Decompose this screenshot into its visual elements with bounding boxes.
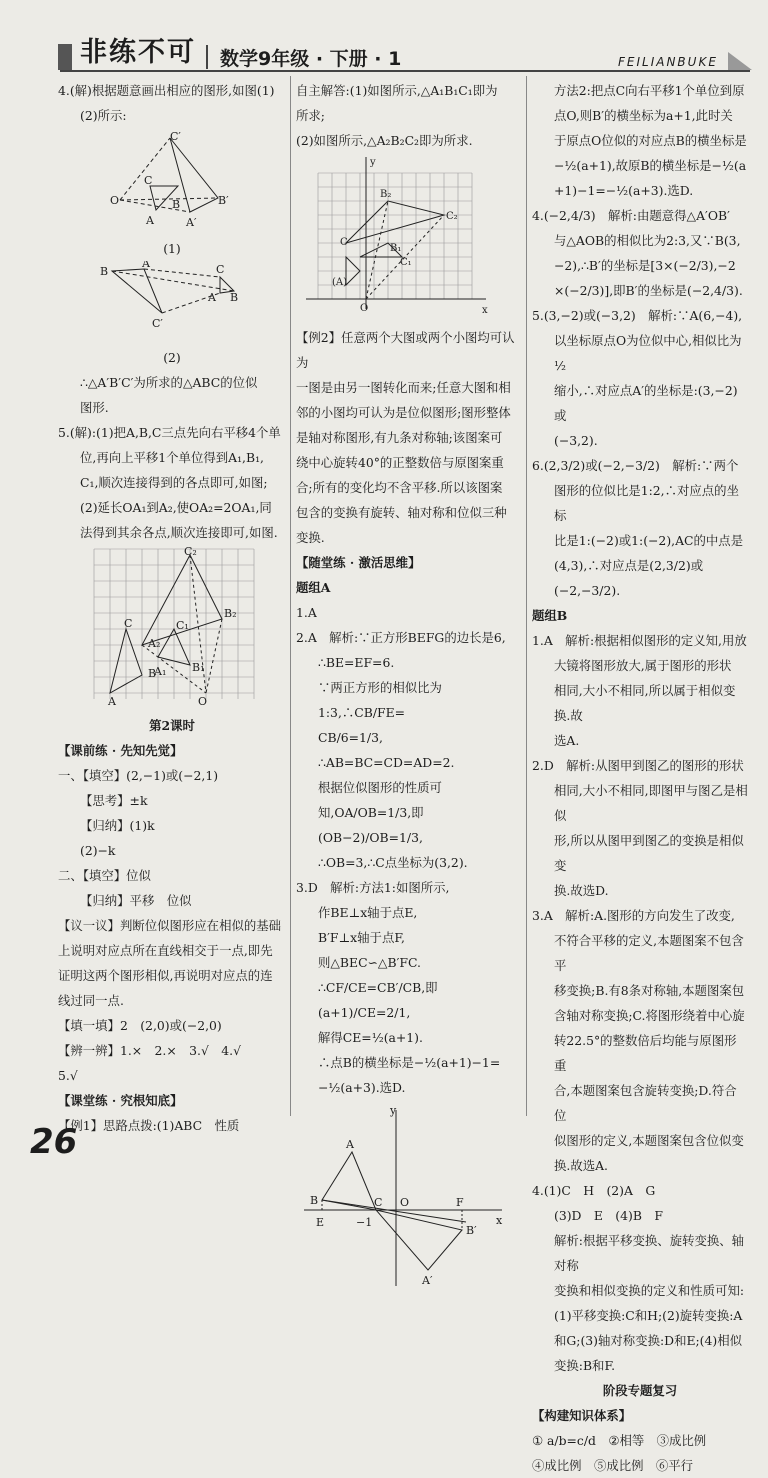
svg-text:O: O [400, 1196, 410, 1209]
answer-line: 换.故选D. [554, 883, 609, 898]
answer-line: 图形的位似比是1:2,∴对应点的坐标 [554, 483, 739, 523]
answer-line: −½(a+3).选D. [318, 1080, 406, 1095]
answer-line: 二、【填空】位似 [58, 868, 151, 883]
figure-2 [58, 261, 286, 337]
subject-title: 数学9年级 · 下册 · 1 [220, 48, 402, 70]
section-title: 第2课时 [149, 718, 195, 733]
middle-column [296, 78, 522, 1298]
answer-line: 邻的小图均可认为是位似图形;图形整体 [296, 405, 511, 420]
figure-1 [58, 128, 286, 228]
section-title: 阶段专题复习 [602, 1383, 678, 1398]
answer-line: 证明这两个图形相似,再说明对应点的连 [58, 968, 273, 983]
svg-text:O: O [110, 194, 120, 207]
page-header [0, 0, 768, 78]
svg-text:C: C [216, 263, 225, 276]
answer-line: (1)平移变换:C和H;(2)旋转变换:A [554, 1308, 743, 1323]
answer-line: 位,再向上平移1个单位得到A₁,B₁, [80, 450, 264, 465]
answer-line: 变换:B和F. [554, 1358, 616, 1373]
answer-line: 5.√ [58, 1068, 78, 1083]
header-rule [60, 70, 750, 72]
svg-text:x: x [496, 1214, 503, 1227]
brand-pinyin: FEILIANBUKE [618, 55, 718, 69]
answer-line: ×(−2/3)],即B′的坐标是(−2,4/3). [554, 283, 743, 298]
answer-line: 图形. [80, 400, 109, 415]
svg-text:x: x [482, 305, 488, 316]
answer-line: 转22.5°的整数倍后均能与原图形重 [554, 1033, 737, 1073]
svg-text:F: F [456, 1196, 464, 1209]
answer-line: 合;所有的变化均不含平移.所以该图案 [296, 480, 503, 495]
svg-text:B: B [100, 265, 109, 278]
answer-line: 2.A 解析:∵正方形BEFG的边长是6, [296, 630, 506, 645]
svg-text:A′: A′ [422, 1274, 433, 1287]
answer-line: −2),∴B′的坐标是[3×(−2/3),−2 [554, 258, 736, 273]
answer-line: 解得CE=½(a+1). [318, 1030, 423, 1045]
answer-line: (2)所示: [80, 108, 127, 123]
brand-title: 非练不可 [80, 37, 196, 68]
answer-line: (−3,2). [554, 433, 598, 448]
answer-line: C₁,顺次连接得到的各点即可,如图; [80, 475, 268, 490]
answer-line: 含轴对称变换;C.将图形绕着中心旋 [554, 1008, 745, 1023]
svg-text:C: C [340, 237, 348, 248]
svg-text:A: A [346, 1138, 354, 1151]
answer-line: 2.D 解析:从图甲到图乙的图形的形状 [532, 758, 744, 773]
answer-line: 绕中心旋转40°的正整数倍与原图案重 [296, 455, 504, 470]
answer-line: 形,所以从图甲到图乙的变换是相似变 [554, 833, 744, 873]
answer-line: (2)如图所示,△A₂B₂C₂即为所求. [296, 133, 473, 148]
svg-text:C: C [144, 174, 153, 187]
answer-line: (4,3),∴对应点是(2,3/2)或(−2,−3/2). [554, 558, 704, 598]
triangle-a-prime [112, 269, 162, 313]
answer-line: 大镜将图形放大,属于图形的形状 [554, 658, 732, 673]
answer-line: ④成比例 ⑤成比例 ⑥平行 [532, 1458, 694, 1473]
answer-line: 选A. [554, 733, 580, 748]
answer-line: 【填一填】2 (2,0)或(−2,0) [58, 1018, 222, 1033]
answer-line: 【思考】±k [80, 793, 148, 808]
answer-line: ① a/b=c/d ②相等 ③成比例 [532, 1433, 707, 1448]
answer-line: 3.D 解析:方法1:如图所示, [296, 880, 450, 895]
svg-text:B: B [230, 291, 239, 304]
answer-line: (OB−2)/OB=1/3, [318, 830, 423, 845]
page-number: 26 [30, 1122, 78, 1162]
answer-line: 相同,大小不相同,即图甲与图乙是相似 [554, 783, 748, 823]
answer-line: 则△BEC∽△B′FC. [318, 955, 421, 970]
svg-text:A: A [208, 291, 216, 304]
answer-line: ∴BE=EF=6. [318, 655, 395, 670]
answer-line: ∴点B的横坐标是−½(a+1)−1= [318, 1055, 501, 1070]
answer-line: CB/6=1/3, [318, 730, 383, 745]
answer-line: 于原点O位似的对应点B的横坐标是 [554, 133, 747, 148]
answer-line: 【归纳】平移 位似 [80, 893, 192, 908]
answer-line: ∴CF/CE=CB′/CB,即(a+1)/CE=2/1, [318, 980, 438, 1020]
svg-text:C₂: C₂ [446, 211, 458, 222]
svg-text:B′: B′ [466, 1224, 477, 1237]
svg-text:B₂: B₂ [380, 189, 392, 200]
coordinate-figure [296, 1100, 522, 1290]
answer-line: 和G;(3)轴对称变换:D和E;(4)相似 [554, 1333, 743, 1348]
answer-line: 移变换;B.有8条对称轴,本题图案包 [554, 983, 745, 998]
svg-text:B₁: B₁ [192, 661, 205, 674]
svg-text:A′: A′ [186, 216, 197, 228]
answer-line: 法得到其余各点,顺次连接即可,如图. [80, 525, 278, 540]
svg-text:C′: C′ [170, 130, 181, 143]
answer-line: 包含的变换有旋转、轴对称和位似三种 [296, 505, 507, 520]
answer-line: 比是1:(−2)或1:(−2),AC的中点是 [554, 533, 744, 548]
answer-line: 变换和相似变换的定义和性质可知: [554, 1283, 745, 1298]
svg-text:B: B [148, 667, 157, 680]
answer-line: ∴OB=3,∴C点坐标为(3,2). [318, 855, 468, 870]
answer-line: (2)−k [80, 843, 116, 858]
answer-line: 5.(解):(1)把A,B,C三点先向右平移4个单 [58, 425, 281, 440]
section-heading: 【课前练 · 先知先觉】 [58, 743, 183, 758]
svg-text:A: A [146, 214, 154, 227]
left-column [58, 78, 286, 1138]
answer-line: 5.(3,−2)或(−3,2) 解析:∵A(6,−4), [532, 308, 743, 323]
answer-line: 作BE⊥x轴于点E, [318, 905, 418, 920]
answer-line: 上说明对应点所在直线相交于一点,即先 [58, 943, 273, 958]
answer-line: 自主解答:(1)如图所示,△A₁B₁C₁即为 [296, 83, 498, 98]
answer-line: 与△AOB的相似比为2:3,又∵B(3, [554, 233, 741, 248]
answer-line: 【辨一辨】1.× 2.× 3.√ 4.√ [58, 1043, 241, 1058]
svg-text:y: y [390, 1104, 397, 1117]
group-heading: 题组B [532, 608, 568, 623]
triangle-a2b2c2-m [346, 201, 444, 243]
corner-triangle-icon [728, 52, 752, 70]
svg-text:C: C [124, 617, 133, 630]
brand-bar [58, 44, 72, 70]
answer-line: ∴AB=BC=CD=AD=2. [318, 755, 455, 770]
answer-line: 【例1】思路点拨:(1)ABC 性质 [58, 1118, 240, 1133]
group-heading: 题组A [296, 580, 331, 595]
section-heading: 【课堂练 · 究根知底】 [58, 1093, 183, 1108]
figure-caption: (1) [163, 241, 181, 256]
answer-line: 变换. [296, 530, 325, 545]
answer-line: 4.(−2,4/3) 解析:由题意得△A′OB′ [532, 208, 730, 223]
answer-line: 似图形的定义,本题图案包含位似变 [554, 1133, 744, 1148]
svg-text:C′: C′ [152, 317, 163, 330]
answer-line: ∴△A′B′C′为所求的△ABC的位似 [80, 375, 258, 390]
answer-line: 所求; [296, 108, 325, 123]
section-heading: 【随堂练 · 激活思维】 [296, 555, 421, 570]
answer-line: 线过同一点. [58, 993, 124, 1008]
answer-line: 不符合平移的定义,本题图案不包含平 [554, 933, 744, 973]
svg-text:O: O [360, 303, 369, 314]
answer-line: 6.(2,3/2)或(−2,−3/2) 解析:∵两个 [532, 458, 739, 473]
answer-line: 是轴对称图形,有九条对称轴;该图案可 [296, 430, 503, 445]
section-heading: 【构建知识体系】 [532, 1408, 632, 1423]
answer-line: 1.A [296, 605, 317, 620]
answer-line: 方法2:把点C向右平移1个单位到原 [554, 83, 745, 98]
answer-line: 合,本题图案包含旋转变换;D.符合位 [554, 1083, 737, 1123]
answer-line: −½(a+1),故原B的横坐标是−½(a [554, 158, 747, 173]
answer-line: B′F⊥x轴于点F, [318, 930, 405, 945]
answer-line: 解析:根据平移变换、旋转变换、轴对称 [554, 1233, 745, 1273]
answer-line: ∵两正方形的相似比为1:3,∴CB/FE= [318, 680, 442, 720]
svg-text:C₂: C₂ [184, 545, 197, 558]
answer-line: 4.(解)根据题意画出相应的图形,如图(1) [58, 83, 275, 98]
answer-line: 4.(1)C H (2)A G [532, 1183, 656, 1198]
svg-text:B₁: B₁ [390, 243, 402, 254]
answer-line: 根据位似图形的性质可知,OA/OB=1/3,即 [318, 780, 442, 820]
svg-text:B: B [172, 198, 181, 211]
answer-line: 相同,大小不相同,所以属于相似变换.故 [554, 683, 736, 723]
answer-line: (2)延长OA₁到A₂,使OA₂=2OA₁,同 [80, 500, 272, 515]
svg-text:−1: −1 [356, 1216, 373, 1229]
answer-line: 缩小,∴对应点A′的坐标是:(3,−2)或 [554, 383, 738, 423]
answer-line: 【议一议】判断位似图形应在相似的基础 [58, 918, 282, 933]
answer-line: 一图是由另一图转化而来;任意大图和相 [296, 380, 511, 395]
svg-text:B: B [310, 1194, 319, 1207]
svg-text:B₂: B₂ [224, 607, 237, 620]
answer-line: 点O,则B′的横坐标为a+1,此时关 [554, 108, 733, 123]
column-divider [526, 76, 527, 1116]
svg-text:(A): (A) [332, 277, 348, 288]
right-column [532, 78, 748, 1478]
svg-text:O: O [198, 695, 208, 705]
svg-text:C: C [374, 1196, 383, 1209]
grid-figure-left [58, 545, 286, 705]
answer-line: 3.A 解析:A.图形的方向发生了改变, [532, 908, 735, 923]
svg-text:y: y [370, 157, 376, 168]
answer-line: (3)D E (4)B F [554, 1208, 663, 1223]
grid-figure-middle [296, 153, 522, 317]
svg-text:A₂: A₂ [148, 637, 161, 650]
answer-line: 以坐标原点O为位似中心,相似比为½ [554, 333, 742, 373]
answer-line: 一、【填空】(2,−1)或(−2,1) [58, 768, 219, 783]
svg-text:A′: A′ [142, 261, 153, 270]
svg-text:B′: B′ [218, 194, 229, 207]
svg-text:C₁: C₁ [400, 257, 412, 268]
answer-line: 换.故选A. [554, 1158, 608, 1173]
svg-text:A₁: A₁ [154, 665, 167, 678]
answer-line: 【归纳】(1)k [80, 818, 155, 833]
answer-line: +1)−1=−½(a+3).选D. [554, 183, 694, 198]
svg-text:C₁: C₁ [176, 619, 189, 632]
svg-text:A: A [108, 695, 116, 705]
svg-text:E: E [316, 1216, 325, 1229]
answer-line: 【例2】任意两个大图或两个小图均可认为 [296, 330, 515, 370]
column-divider [290, 76, 291, 1116]
figure-caption: (2) [163, 350, 181, 365]
header-separator [206, 45, 208, 69]
answer-line: 1.A 解析:根据相似图形的定义知,用放 [532, 633, 747, 648]
